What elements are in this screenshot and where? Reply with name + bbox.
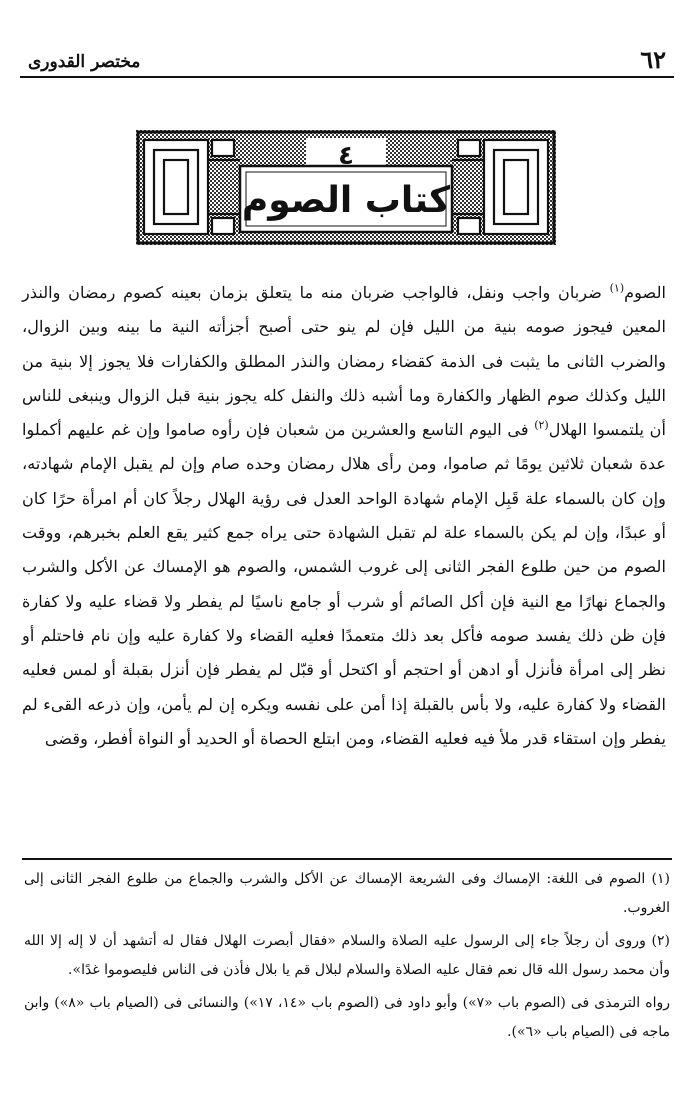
header-rule: [20, 76, 674, 78]
page-number: ٦٢: [640, 45, 666, 74]
chapter-number: ٤: [338, 141, 354, 171]
book-title: مختصر القدورى: [28, 52, 141, 72]
running-header: [20, 44, 674, 72]
footnote-2: (٢) وروى أن رجلاً جاء إلى الرسول عليه الصلاة والسلام «فقال أبصرت الهلال فقال له أتشهد أن لا إله إلا الله وأن محمد رسول الله قال نعم فقال عليه الصلاة والسلام لبلال قم يا بلال فأذن فى الناس فليصوموا غدًا».: [24, 933, 671, 978]
text-segment-2: فى اليوم التاسع والعشرين من شعبان فإن رأوه صاموا وإن غم عليهم أكملوا عدة شعبان ثلاثين يومًا ثم صاموا، ومن رأى هلال رمضان وحده صام وإن لم يقبل الإمام شهادته، وإن كان بالسماء علة قَبِل الإمام شهادة الواحد العدل فى رؤية الهلال رجلاً كان أم امرأة حرًا كان أو عبدًا، وإن لم يكن بالسماء علة لم تقبل الشهادة حتى يراه جمع كثير يقع العلم بخبرهم، ووقت الصوم من حين طلوع الفجر الثانى إلى غروب الشمس، والصوم هو الإمساك عن الأكل والشرب والجماع نهارًا مع النية فإن أكل الصائم أو شرب أو جامع ناسيًا لم يفطر ولا قضاء عليه ولا كفارة فإن ظن ذلك يفسد صومه فأكل بعد ذلك متعمدًا فعليه القضاء ولا كفارة عليه وإن نام فاحتلم أو نظر إلى امرأة فأنزل أو ادهن أو احتجم أو اكتحل أو قبّل لم يفطر فإن أنزل بقبلة أو لمس فعليه القضاء ولا كفارة عليه، ولا بأس بالقبلة إذا أمن على نفسه ويكره إن لم يأمن، وإن ذرعه القىء لم يفطر وإن استقاء قدر ملأ فيه فعليه القضاء، ومن ابتلع الحصاة أو الحديد أو النواة أفطر، وقضى: [22, 420, 666, 748]
footnote-ref-2[interactable]: (٢): [534, 418, 549, 432]
lead-word: الصوم: [624, 283, 666, 302]
chapter-banner: [136, 130, 556, 245]
footnote-2-citation: رواه الترمذى فى (الصوم باب «٧») وأبو داود فى (الصوم باب «١٤، ١٧») والنسائى فى (الصيام باب «٨») وابن ماجه فى (الصيام باب «٦»).: [24, 995, 670, 1040]
text-segment-1: ضربان واجب ونفل، فالواجب ضربان منه ما يتعلق بزمان بعينه كصوم رمضان والنذر المعين فيجوز صومه بنية من الليل فإن لم ينو حتى أصبح أجزأته النية ما بينه وبين الزوال، والضرب الثانى ما يثبت فى الذمة كقضاء رمضان والنذر المطلق والكفارات فلا يجوز إلا بنية من الليل وكذلك صوم الظهار والكفارة وما أشبه ذلك والنفل كله يجوز بنية قبل الزوال وينبغى للناس أن يلتمسوا الهلال: [22, 283, 667, 440]
footnote-1: (١) الصوم فى اللغة: الإمساك وفى الشريعة الإمساك عن الأكل والشرب والجماع من طلوع الفجر الثانى إلى الغروب.: [24, 871, 670, 916]
chapter-title: كتاب الصوم: [241, 180, 451, 221]
footnotes: [24, 865, 670, 1051]
main-text: [22, 276, 666, 756]
footnote-ref-1[interactable]: (١): [609, 281, 625, 295]
footnote-rule: [22, 858, 672, 860]
